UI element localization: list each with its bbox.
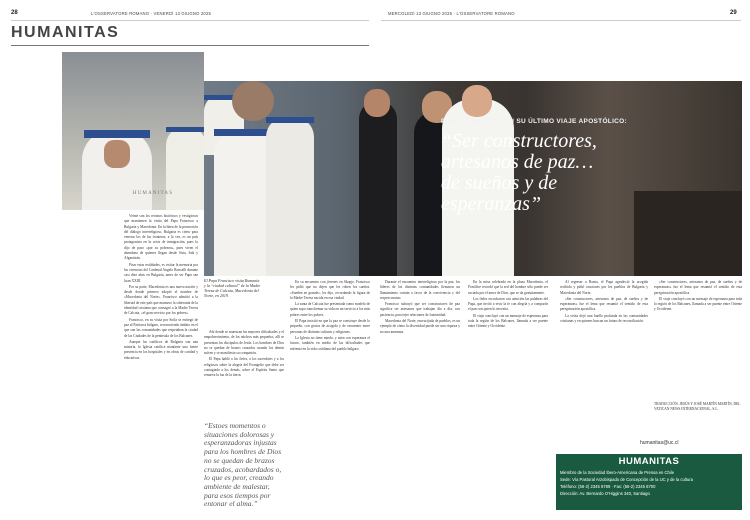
paragraph: Por su parte, Macedonia es una nueva nación y desde donde primero adoptó el nombre de «Macedonia del Norte». Francisco admitió a la libertad de este país que mantuvo la soberanía de la identidad cristiana que consagró a la Madre Teresa de Calcuta, «el gran servicio por los pobres».: [124, 284, 198, 316]
paragraph: La santa de Calcuta fue presentada como modelo de quien supo transformar su vida en un servicio a los más pobres entre los pobres.: [290, 302, 370, 317]
paragraph: La visita dejó una huella profunda en las comunidades cristianas y en quienes buscan un futuro de reconciliación.: [560, 313, 648, 324]
paragraph: «Ser constructores, artesanos de paz, de sueños y de esperanzas» fue el lema que resumió el sentido de esta peregrinación apostólica.: [560, 296, 648, 312]
body-column-6: [560, 280, 648, 430]
paragraph: Macedonia del Norte, encrucijada de pueblos, es un ejemplo de cómo la diversidad puede ser una riqueza y no una amenaza.: [380, 319, 460, 334]
paragraph: En la misa celebrada en la plaza Macedonia, el Pontífice recordó que la sed del hombre sólo puede ser saciada por el amor de Dios, que se da gratuitamente.: [468, 280, 548, 295]
paragraph: El viaje concluyó con un mensaje de esperanza para toda la región de los Balcanes, llamada a ser puente entre Oriente y Occidente.: [654, 296, 742, 312]
headline-line: “Ser constructores,: [441, 130, 597, 152]
paragraph: El Papa insistió en que la paz se construye desde lo pequeño, con gestos de acogida y de encuentro entre personas de distintas culturas y religiones.: [290, 319, 370, 334]
article-kicker: PAPA FRANCESCO IN SU ÚLTIMO VIAJE APOSTÓLICO:: [441, 118, 627, 125]
paragraph: Al regresar a Roma, el Papa agradeció la acogida recibida y pidió oraciones por los pueblos de Bulgaria y Macedonia del Norte.: [560, 280, 648, 295]
blue-stripe: [84, 130, 150, 138]
right-page-number: 29: [730, 10, 737, 16]
body-column-3: [290, 280, 370, 512]
blue-stripe-2: [166, 127, 204, 132]
advert-title: HUMANITAS: [618, 456, 680, 467]
humanitas-stamp: HUMANITAS: [132, 191, 174, 196]
paragraph: «Ser constructores, artesanos de paz, de sueños y de esperanzas» fue el lema que resumió el sentido de esta peregrinación apostólica.: [654, 280, 742, 295]
advert-line: Dirección: Av. Bernardo O'Higgins 340, Santiago: [560, 491, 650, 496]
nun-habit-2: [266, 117, 314, 276]
paragraph: En su encuentro con jóvenes en Skopje, Francisco les pidió que no dejen que les roben los sueños. «Sueñen en grande», les dijo, recordando la figura de la Madre Teresa nacida en esa ciudad.: [290, 280, 370, 300]
face-shape: [104, 140, 130, 168]
blue-stripe-main-2: [266, 117, 314, 123]
guard-figure: [359, 101, 397, 276]
header-rule-left: [11, 20, 369, 21]
section-rule: [11, 45, 369, 46]
advert-line: Miembro de la Sociedad Ibero-Americana de Prensa en Chile: [560, 470, 675, 475]
paragraph: Ahí donde se muestran las mayores dificultades y el empobrecimiento, de los núcleos más pequeños, allí se presentan los discípulos de Jesús. Los hombres de Dios no se quedan de brazos cruzados cuando los demás sufren y se manifiesta su compasión.: [204, 330, 284, 356]
body-column-1: [124, 214, 198, 514]
pull-quote: “Estoes momentos o situaciones dolorosas y esperanzadoras injustas para los hombres de Dios no se quedan de brazos cruzados, acobardados o, lo que es peor, creando ambiente de malestar, para esos tiempos por entonar el alma.”: [204, 421, 282, 509]
body-column-5: [468, 280, 548, 512]
paragraph: La Iglesia no tiene miedo, y mira con esperanza el futuro, también en medio de las dificultades que enfrenta en la vida cotidiana del pueblo búlgaro.: [290, 335, 370, 351]
paragraph: Francisco, en su visita por Sofía se entregó de paz al Patriarca búlgaro, reconociendo ámbito en el que son las comunidades que respetaban la ciudad de las Ciudades de la península de los Balcanes.: [124, 317, 198, 338]
right-running-head: MERCOLEDÌ 13 GIUGNO 2025 · L'OSSERVATORE ROMANO: [388, 11, 515, 16]
headline-line: artesanos de paz…: [441, 151, 594, 173]
article-headline: [441, 131, 741, 215]
nuns-photo: [62, 52, 204, 210]
headline-line: de sueños y de: [441, 172, 558, 194]
body-column-2-top: [204, 330, 284, 420]
paragraph: Pisar estas realidades, es visitar la memoria por las vivencias del Cardenal Angelo Roncalli durante casi diez años en Bulgaria, antes de ser Papa san Juan XXIII.: [124, 262, 198, 283]
header-rule-right: [381, 20, 741, 21]
paragraph: El viaje concluyó con un mensaje de esperanza para toda la región de los Balcanes, llamada a ser puente entre Oriente y Occidente.: [468, 313, 548, 329]
paragraph: Los fieles escucharon con atención las palabras del Papa, que invitó a vivir la fe con alegría y a compartir el pan con quien lo necesita.: [468, 296, 548, 312]
contact-email[interactable]: humanitas@uc.cl: [640, 440, 679, 446]
translation-credit: TRADUCCIÓN: JESÚS Y JOSÉ MARTÍN MARTÍN, DEL VATICAN NEWS INTERNACIONAL, S.L.: [654, 402, 741, 411]
guard-face: [364, 89, 390, 117]
left-page-number: 28: [11, 10, 18, 16]
paragraph: Veinte son los recintos históricos y vestigiosos que mantienen la visita del Papa Francisco a Bulgaria y Macedonia. En la línea de la promoción del diálogo interreligioso, Bulgaria es cierto para venerar los de las fronteras, a la vez, es un país protagonista en la crisis de inmigración, pues lo dijo de paso «por su pobreza», pues viven el abandono de quienes llegan desde Siria, Irak y Afganistán.: [124, 214, 198, 261]
left-running-head: L'OSSERVATORE ROMANO · VENERDÌ 13 GIUGNO 2025: [91, 11, 212, 16]
humanitas-advert[interactable]: [556, 454, 742, 510]
advert-line: Teléfono: (56-2) 2345 6789 · Fax: (56-2) 2345 6700: [560, 484, 656, 489]
body-column-7: [654, 280, 742, 398]
body-column-4: [380, 280, 460, 512]
pope-face: [462, 85, 492, 117]
headline-line: esperanzas”: [441, 193, 542, 215]
man-face: [232, 81, 274, 121]
photo-caption: El Papa Francisco visita Rumanía y la “ciudad cultural” de la Madre Teresa de Calcuta, Macedonia del Norte, en 2019.: [204, 278, 261, 298]
paragraph: Durante el encuentro interreligioso por la paz, los líderes de las distintas comunidades firmaron un llamamiento común a favor de la convivencia y del respeto mutuo.: [380, 280, 460, 300]
paragraph: El Papa habló a los fieles, a los sacerdotes y a los religiosos sobre la alegría del Evangelio que debe ser contagiada a los demás, sobre el Espíritu Santo que renueva la faz de la tierra.: [204, 357, 284, 378]
section-title: HUMANITAS: [11, 24, 120, 41]
advert-line: Sede: Vía Pastoral Arzobispado de Concepción de la UC y de la cultura: [560, 477, 693, 482]
paragraph: Francisco subrayó que ser constructores de paz significa ser artesanos que trabajan día a día, con paciencia, para tejer relaciones de fraternidad.: [380, 302, 460, 317]
paragraph: Aunque los católicos de Bulgaria son una minoría, la Iglesia católica mantiene una fuerte presencia en los hospitales y en obras de caridad y educativas.: [124, 339, 198, 360]
